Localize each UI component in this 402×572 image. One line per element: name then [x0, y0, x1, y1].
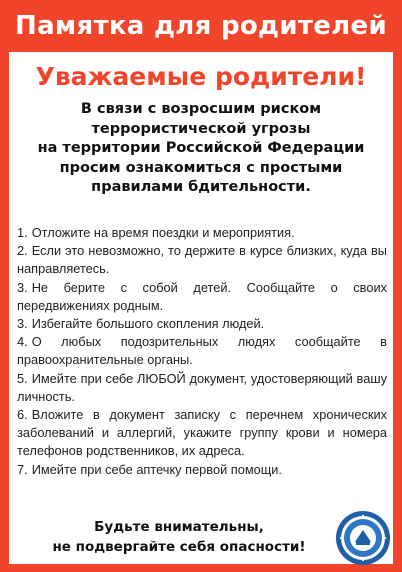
rule-number: 7. — [17, 461, 28, 477]
memo-card — [9, 52, 393, 564]
rule-text: Вложите в документ записку с перечнем хронических заболеваний и аллергий, укажите группу крови и номера телефонов родственников, их адреса. — [17, 407, 387, 459]
rules-list — [17, 224, 387, 479]
rule-item — [17, 315, 387, 333]
rule-item — [17, 406, 387, 461]
rule-number: 4. — [17, 334, 28, 350]
closing-line: не подвергайте себя опасности! — [52, 539, 306, 555]
lead-line: правилами бдительности. — [91, 179, 311, 195]
lead-line: на территории Российской Федерации — [37, 140, 365, 156]
rule-item — [17, 224, 387, 242]
rule-text: Избегайте большого скопления людей. — [31, 316, 265, 332]
rule-number: 1. — [17, 225, 28, 240]
greeting-heading: Уважаемые родители! — [35, 62, 367, 91]
poster-header — [0, 0, 402, 52]
rule-item — [17, 461, 387, 479]
lead-paragraph — [17, 100, 385, 198]
rule-number: 6. — [17, 407, 28, 423]
rule-number: 3. — [17, 316, 28, 332]
rule-text: О любых подозрительных людях сообщайте в правоохранительные органы. — [17, 334, 387, 368]
rule-text: Имейте при себе аптечку первой помощи. — [31, 461, 282, 477]
rule-text: Не берите с собой детей. Сообщайте о своих передвижениях родным. — [17, 279, 387, 313]
rule-item — [17, 279, 387, 315]
lead-line: В связи с возросшим риском — [80, 101, 322, 117]
rule-number: 5. — [17, 370, 28, 386]
rule-item — [17, 370, 387, 406]
rule-item — [17, 333, 387, 369]
rule-text: Отложите на время поездки и мероприятия. — [31, 225, 295, 240]
rule-text: Если это невозможно, то держите в курсе близких, куда вы направляетесь. — [17, 243, 387, 277]
closing-message — [29, 517, 329, 557]
lead-line: просим ознакомиться с простыми — [59, 159, 343, 176]
lead-line: террористической угрозы — [91, 120, 311, 137]
rule-item — [17, 242, 387, 278]
rule-number: 2. — [17, 243, 28, 259]
closing-line: Будьте внимательны, — [94, 519, 264, 535]
rule-number: 3. — [17, 279, 28, 295]
poster-title: Памятка для родителей — [15, 11, 387, 41]
rule-text: Имейте при себе ЛЮБОЙ документ, удостоверяющий вашу личность. — [17, 370, 387, 404]
school-emblem-icon — [335, 510, 391, 566]
